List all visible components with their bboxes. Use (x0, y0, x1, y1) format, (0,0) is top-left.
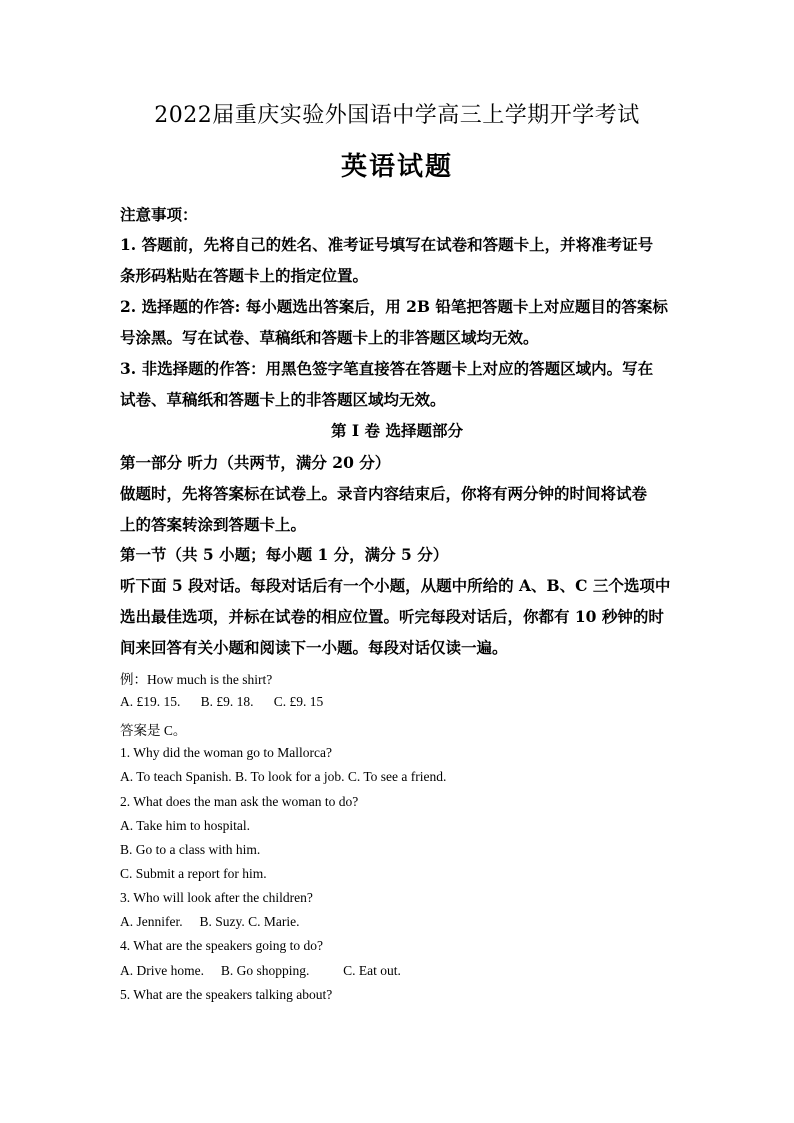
example-options: A. £19. 15. B. £9. 18. C. £9. 15 (120, 694, 324, 709)
question-2-option-a: A. Take him to hospital. (120, 818, 251, 833)
question-4-options: A. Drive home. B. Go shopping. C. Eat out. (120, 963, 401, 978)
notice-item-3-line-2: 试卷、草稿纸和答题卡上的非答题区域均无效。 (120, 390, 446, 409)
part1-desc-line-1: 做题时，先将答案标在试卷上。录音内容结束后，你将有两分钟的时间将试卷 (120, 484, 648, 503)
question-3: 3. Who will look after the children? (120, 890, 313, 905)
question-3-options: A. Jennifer. B. Suzy. C. Marie. (120, 914, 300, 929)
question-1: 1. Why did the woman go to Mallorca? (120, 745, 332, 760)
question-2-option-b: B. Go to a class with him. (120, 842, 261, 857)
notice-item-1-line-2: 条形码粘贴在答题卡上的指定位置。 (120, 266, 369, 285)
question-2: 2. What does the man ask the woman to do? (120, 794, 359, 809)
question-2-option-c: C. Submit a report for him. (120, 866, 267, 881)
exam-subtitle: 英语试题 (340, 152, 453, 182)
sub1-desc-line-2: 选出最佳选项，并标在试卷的相应位置。听完每段对话后，你都有 10 秒钟的时 (120, 607, 664, 626)
exam-title: 2022届重庆实验外国语中学高三上学期开学考试 (154, 103, 640, 128)
part1-title: 第一部分 听力（共两节，满分 20 分） (120, 453, 391, 472)
sub1-desc-line-3: 间来回答有关小题和阅读下一小题。每段对话仅读一遍。 (120, 638, 508, 657)
example-question: 例：How much is the shirt? (120, 672, 273, 687)
question-5: 5. What are the speakers talking about? (120, 987, 333, 1002)
sub1-desc-line-1: 听下面 5 段对话。每段对话后有一个小题，从题中所给的 A、B、C 三个选项中 (120, 576, 671, 595)
part1-desc-line-2: 上的答案转涂到答题卡上。 (120, 515, 307, 534)
example-answer: 答案是 C。 (120, 723, 187, 738)
notice-item-3-line-1: 3. 非选择题的作答：用黑色签字笔直接答在答题卡上对应的答题区域内。写在 (120, 359, 654, 378)
notice-item-1-line-1: 1. 答题前，先将自己的姓名、准考证号填写在试卷和答题卡上，并将准考证号 (120, 235, 654, 254)
question-1-options: A. To teach Spanish. B. To look for a job. C. To see a friend. (120, 769, 447, 784)
notice-item-2-line-1: 2. 选择题的作答: 每小题选出答案后，用 2B 铅笔把答题卡上对应题目的答案标 (120, 297, 668, 316)
notice-heading: 注意事项： (120, 205, 198, 224)
notice-item-2-line-2: 号涂黑。写在试卷、草稿纸和答题卡上的非答题区域均无效。 (120, 328, 539, 347)
question-4: 4. What are the speakers going to do? (120, 938, 323, 953)
sub1-title: 第一节（共 5 小题；每小题 1 分，满分 5 分） (120, 545, 449, 564)
volume-title: 第 I 卷 选择题部分 (331, 421, 463, 440)
